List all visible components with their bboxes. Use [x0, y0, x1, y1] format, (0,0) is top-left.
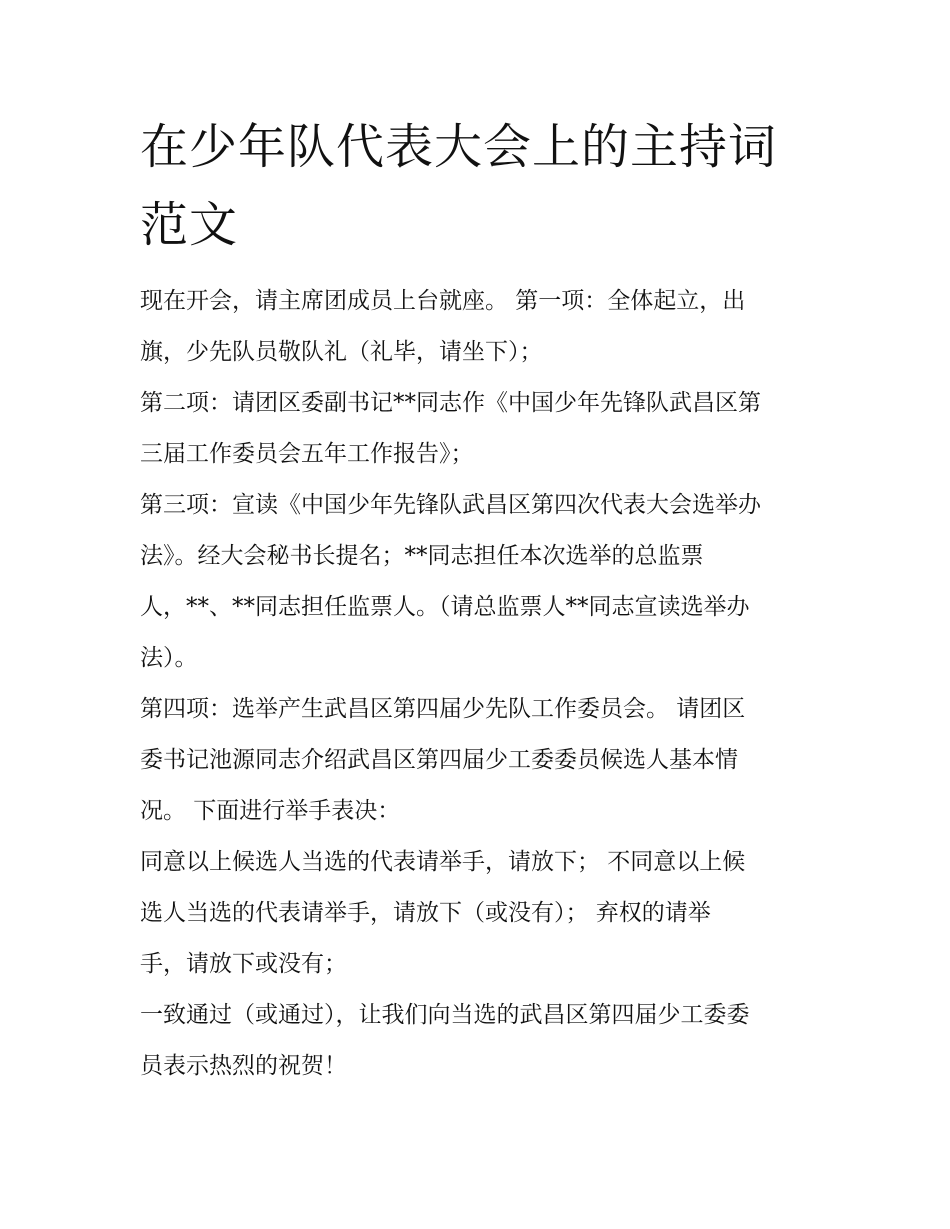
body-line: 三届工作委员会五年工作报告》；: [140, 441, 474, 467]
document-body: [140, 276, 820, 1092]
body-line: 法）。: [140, 645, 198, 671]
body-line: 法》。经大会秘书长提名；**同志担任本次选举的总监票: [140, 543, 704, 569]
body-line: 人，**、**同志担任监票人。（请总监票人**同志宣读选举办: [140, 594, 750, 620]
body-line: 现在开会，请主席团成员上台就座。 第一项：全体起立，出: [140, 288, 746, 314]
body-line: 一致通过（或通过），让我们向当选的武昌区第四届少工委委: [140, 1002, 750, 1028]
body-line: 同意以上候选人当选的代表请举手，请放下； 不同意以上候: [140, 849, 746, 875]
document-title: [140, 108, 820, 264]
body-line: 员表示热烈的祝贺！: [140, 1053, 347, 1079]
body-line: 况。 下面进行举手表决：: [140, 798, 401, 824]
body-line: 旗，少先队员敬队礼（礼毕，请坐下）；: [140, 339, 543, 365]
body-line: 第三项：宣读《中国少年先锋队武昌区第四次代表大会选举办: [140, 492, 761, 518]
title-line-1: 在少年队代表大会上的主持词: [140, 119, 778, 175]
body-line: 委书记池源同志介绍武昌区第四届少工委委员候选人基本情: [140, 747, 738, 773]
body-line: 手，请放下或没有；: [140, 951, 347, 977]
body-line: 第二项：请团区委副书记**同志作《中国少年先锋队武昌区第: [140, 390, 761, 416]
body-line: 选人当选的代表请举手，请放下（或没有）； 弃权的请举: [140, 900, 711, 926]
body-line: 第四项：选举产生武昌区第四届少先队工作委员会。 请团区: [140, 696, 746, 722]
title-line-2: 范文: [140, 197, 239, 253]
